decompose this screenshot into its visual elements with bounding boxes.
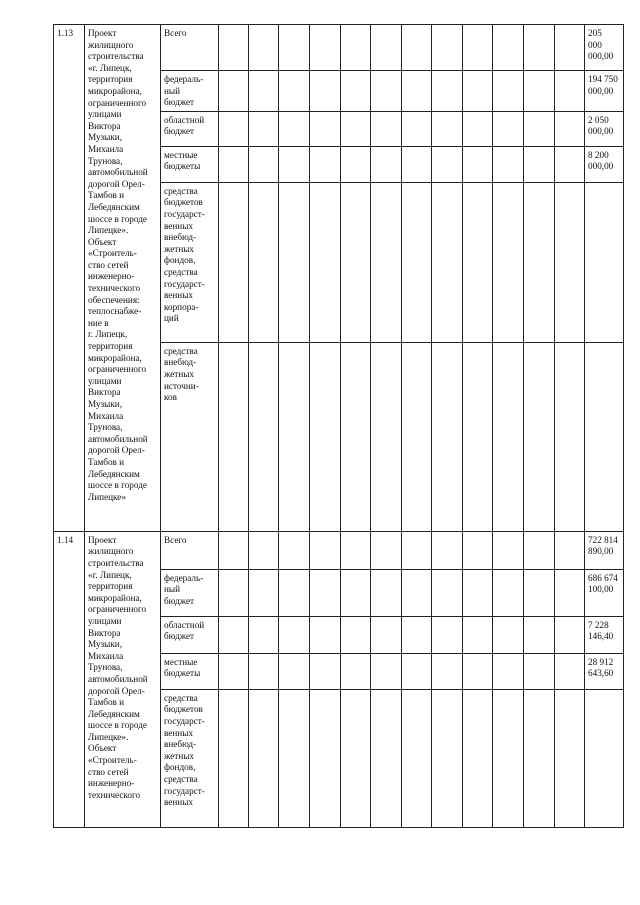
empty-cell: [279, 342, 310, 531]
empty-cell: [463, 653, 493, 689]
table-row: [54, 25, 624, 71]
empty-cell: [463, 342, 493, 531]
total-amount-cell: 28 912 643,60: [585, 653, 624, 689]
empty-cell: [279, 616, 310, 653]
empty-cell: [524, 111, 555, 146]
empty-cell: [310, 25, 341, 71]
empty-cell: [402, 25, 432, 71]
empty-cell: [524, 25, 555, 71]
empty-cell: [341, 111, 371, 146]
empty-cell: [493, 146, 524, 182]
empty-cell: [279, 111, 310, 146]
total-amount-cell: 194 750 000,00: [585, 71, 624, 112]
empty-cell: [310, 531, 341, 569]
empty-cell: [371, 616, 402, 653]
empty-cell: [279, 25, 310, 71]
funding-source-cell: Всего: [161, 531, 219, 569]
empty-cell: [493, 25, 524, 71]
empty-cell: [371, 531, 402, 569]
total-amount-cell: [585, 182, 624, 342]
project-name-cell: Проект жилищного строительства «г. Липецк, территория микрорайона, ограниченного улицами Виктора Музыки, Михаила Трунова, автомобильной дорогой Орел- Тамбов и Лебедянским шоссе в городе Липецке». Объект «Строитель- ство сетей инженерно- технического обеспечения: теплоснабже- ние в г. Липецк, территория микрорайона, ограниченного улицами Виктора Музыки, Михаила Трунова, автомобильной дорогой Орел- Тамбов и Лебедянским шоссе в городе Липецке»: [85, 25, 161, 532]
empty-cell: [432, 653, 463, 689]
empty-cell: [219, 569, 249, 616]
empty-cell: [432, 342, 463, 531]
total-amount-cell: 7 228 146,40: [585, 616, 624, 653]
empty-cell: [371, 653, 402, 689]
empty-cell: [524, 616, 555, 653]
funding-source-cell: Всего: [161, 25, 219, 71]
funding-source-cell: средства бюджетов государст- венных внебюд- жетных фондов, средства государст- венных корпора- ций: [161, 182, 219, 342]
empty-cell: [249, 182, 279, 342]
empty-cell: [341, 25, 371, 71]
empty-cell: [493, 531, 524, 569]
empty-cell: [402, 531, 432, 569]
empty-cell: [524, 689, 555, 827]
empty-cell: [432, 182, 463, 342]
empty-cell: [524, 653, 555, 689]
total-amount-cell: [585, 689, 624, 827]
empty-cell: [310, 342, 341, 531]
empty-cell: [402, 689, 432, 827]
empty-cell: [310, 616, 341, 653]
empty-cell: [524, 531, 555, 569]
empty-cell: [555, 182, 585, 342]
empty-cell: [310, 71, 341, 112]
empty-cell: [219, 342, 249, 531]
empty-cell: [524, 146, 555, 182]
empty-cell: [463, 531, 493, 569]
empty-cell: [555, 342, 585, 531]
empty-cell: [219, 531, 249, 569]
empty-cell: [493, 653, 524, 689]
empty-cell: [432, 531, 463, 569]
total-amount-cell: 205 000 000,00: [585, 25, 624, 71]
empty-cell: [555, 569, 585, 616]
empty-cell: [493, 689, 524, 827]
funding-source-cell: средства внебюд- жетных источни- ков: [161, 342, 219, 531]
empty-cell: [249, 689, 279, 827]
empty-cell: [341, 71, 371, 112]
empty-cell: [219, 111, 249, 146]
empty-cell: [341, 531, 371, 569]
empty-cell: [219, 25, 249, 71]
funding-source-cell: федераль- ный бюджет: [161, 71, 219, 112]
empty-cell: [249, 146, 279, 182]
empty-cell: [463, 182, 493, 342]
empty-cell: [219, 146, 249, 182]
empty-cell: [371, 146, 402, 182]
empty-cell: [279, 653, 310, 689]
empty-cell: [555, 689, 585, 827]
empty-cell: [493, 342, 524, 531]
total-amount-cell: 686 674 100,00: [585, 569, 624, 616]
empty-cell: [219, 653, 249, 689]
empty-cell: [249, 111, 279, 146]
empty-cell: [219, 71, 249, 112]
project-name-cell: Проект жилищного строительства «г. Липецк, территория микрорайона, ограниченного улицами Виктора Музыки, Михаила Трунова, автомобильной дорогой Орел- Тамбов и Лебедянским шоссе в городе Липецке». Объект «Строитель- ство сетей инженерно- технического: [85, 531, 161, 827]
empty-cell: [493, 616, 524, 653]
funding-source-cell: местные бюджеты: [161, 653, 219, 689]
empty-cell: [310, 569, 341, 616]
empty-cell: [219, 616, 249, 653]
empty-cell: [371, 569, 402, 616]
empty-cell: [341, 616, 371, 653]
empty-cell: [555, 653, 585, 689]
budget-table-body: [54, 25, 624, 828]
funding-source-cell: средства бюджетов государст- венных внебюд- жетных фондов, средства государст- венных: [161, 689, 219, 827]
empty-cell: [493, 569, 524, 616]
empty-cell: [249, 25, 279, 71]
empty-cell: [341, 569, 371, 616]
total-amount-cell: 8 200 000,00: [585, 146, 624, 182]
empty-cell: [555, 111, 585, 146]
empty-cell: [402, 146, 432, 182]
empty-cell: [310, 111, 341, 146]
empty-cell: [555, 25, 585, 71]
budget-table: [53, 24, 624, 828]
empty-cell: [402, 342, 432, 531]
empty-cell: [371, 689, 402, 827]
empty-cell: [432, 569, 463, 616]
row-number-cell: 1.13: [54, 25, 85, 532]
empty-cell: [310, 146, 341, 182]
funding-source-cell: местные бюджеты: [161, 146, 219, 182]
empty-cell: [371, 182, 402, 342]
funding-source-cell: федераль- ный бюджет: [161, 569, 219, 616]
empty-cell: [555, 616, 585, 653]
empty-cell: [402, 569, 432, 616]
empty-cell: [279, 71, 310, 112]
empty-cell: [432, 616, 463, 653]
empty-cell: [493, 111, 524, 146]
empty-cell: [555, 146, 585, 182]
empty-cell: [555, 531, 585, 569]
empty-cell: [432, 111, 463, 146]
total-amount-cell: 722 814 890,00: [585, 531, 624, 569]
empty-cell: [249, 616, 279, 653]
empty-cell: [279, 182, 310, 342]
empty-cell: [463, 111, 493, 146]
empty-cell: [371, 25, 402, 71]
empty-cell: [219, 689, 249, 827]
empty-cell: [402, 111, 432, 146]
empty-cell: [219, 182, 249, 342]
empty-cell: [493, 182, 524, 342]
empty-cell: [279, 689, 310, 827]
funding-source-cell: областной бюджет: [161, 616, 219, 653]
empty-cell: [249, 531, 279, 569]
empty-cell: [310, 653, 341, 689]
empty-cell: [279, 569, 310, 616]
empty-cell: [341, 653, 371, 689]
empty-cell: [432, 71, 463, 112]
empty-cell: [371, 342, 402, 531]
empty-cell: [402, 653, 432, 689]
empty-cell: [493, 71, 524, 112]
funding-source-cell: областной бюджет: [161, 111, 219, 146]
empty-cell: [249, 569, 279, 616]
empty-cell: [524, 71, 555, 112]
empty-cell: [279, 146, 310, 182]
empty-cell: [402, 71, 432, 112]
empty-cell: [463, 689, 493, 827]
empty-cell: [463, 146, 493, 182]
empty-cell: [432, 146, 463, 182]
empty-cell: [341, 146, 371, 182]
empty-cell: [402, 616, 432, 653]
empty-cell: [249, 342, 279, 531]
table-row: [54, 531, 624, 569]
empty-cell: [463, 569, 493, 616]
total-amount-cell: [585, 342, 624, 531]
empty-cell: [341, 342, 371, 531]
total-amount-cell: 2 050 000,00: [585, 111, 624, 146]
empty-cell: [524, 342, 555, 531]
empty-cell: [341, 689, 371, 827]
empty-cell: [279, 531, 310, 569]
empty-cell: [432, 25, 463, 71]
empty-cell: [463, 25, 493, 71]
empty-cell: [310, 182, 341, 342]
empty-cell: [524, 569, 555, 616]
empty-cell: [371, 111, 402, 146]
empty-cell: [463, 71, 493, 112]
empty-cell: [341, 182, 371, 342]
empty-cell: [555, 71, 585, 112]
empty-cell: [249, 653, 279, 689]
empty-cell: [432, 689, 463, 827]
empty-cell: [310, 689, 341, 827]
empty-cell: [463, 616, 493, 653]
empty-cell: [402, 182, 432, 342]
empty-cell: [249, 71, 279, 112]
row-number-cell: 1.14: [54, 531, 85, 827]
empty-cell: [371, 71, 402, 112]
empty-cell: [524, 182, 555, 342]
